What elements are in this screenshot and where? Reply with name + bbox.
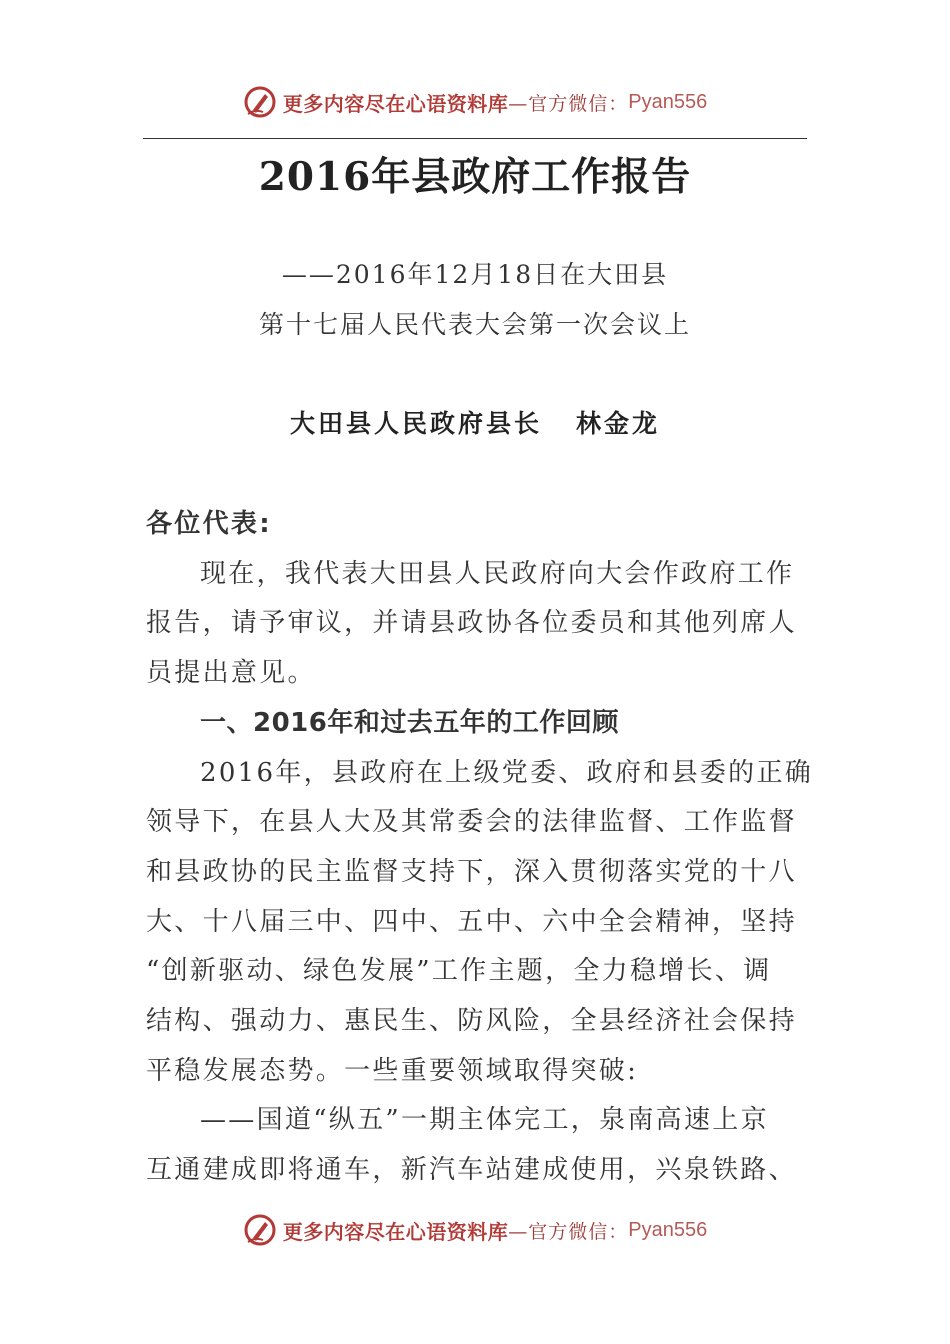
watermark-text-main: 更多内容尽在心语资料库 <box>282 1219 509 1244</box>
text-line: 员提出意见。 <box>146 658 316 689</box>
pen-circle-logo-icon <box>243 1213 277 1247</box>
text-line: 现在，我代表大田县人民政府向大会作政府工作 <box>200 558 795 589</box>
text-line: 2016年，县政府在上级党委、政府和县委的正确 <box>200 757 814 788</box>
author-line <box>0 404 950 440</box>
author-name: 林金龙 <box>576 409 661 438</box>
subtitle-line-1: ——2016年12月18日在大田县 <box>281 260 669 289</box>
watermark-banner-top <box>0 82 950 122</box>
watermark-text-id: Pyan556 <box>628 90 708 113</box>
watermark-text-dash: —官方微信： <box>508 1220 629 1243</box>
author-org: 大田县人民政府县长 <box>289 409 542 438</box>
subtitle-line-2: 第十七届人民代表大会第一次会议上 <box>258 310 691 339</box>
header-rule <box>143 138 807 139</box>
salutation: 各位代表: <box>146 509 272 539</box>
text-line: 大、十八届三中、四中、五中、六中全会精神，坚持 <box>146 906 797 937</box>
text-line: 平稳发展态势。一些重要领域取得突破: <box>146 1055 639 1086</box>
pen-circle-logo-icon <box>243 85 277 119</box>
text-line: 报告，请予审议，并请县政协各位委员和其他列席人 <box>146 608 797 639</box>
watermark-text-dash: —官方微信： <box>508 92 629 115</box>
document-body <box>146 500 814 1196</box>
paragraph-review <box>146 749 814 1097</box>
section-heading: 一、2016年和过去五年的工作回顾 <box>200 707 619 738</box>
paragraph-intro <box>146 550 796 699</box>
paragraph-achievements <box>146 1096 796 1195</box>
text-line: 互通建成即将通车，新汽车站建成使用，兴泉铁路、 <box>146 1155 797 1186</box>
document-title: 2016年县政府工作报告 <box>258 154 692 200</box>
text-line: “创新驱动、绿色发展”工作主题，全力稳增长、调 <box>146 956 772 987</box>
text-line: 领导下，在县人大及其常委会的法律监督、工作监督 <box>146 807 797 838</box>
text-line: 结构、强动力、惠民生、防风险，全县经济社会保持 <box>146 1006 797 1037</box>
text-line: ——国道“纵五”一期主体完工，泉南高速上京 <box>200 1105 769 1136</box>
text-line: 和县政协的民主监督支持下，深入贯彻落实党的十八 <box>146 856 797 887</box>
watermark-banner-bottom <box>0 1210 950 1250</box>
watermark-text-main: 更多内容尽在心语资料库 <box>282 91 509 116</box>
watermark-text-id: Pyan556 <box>628 1218 708 1241</box>
